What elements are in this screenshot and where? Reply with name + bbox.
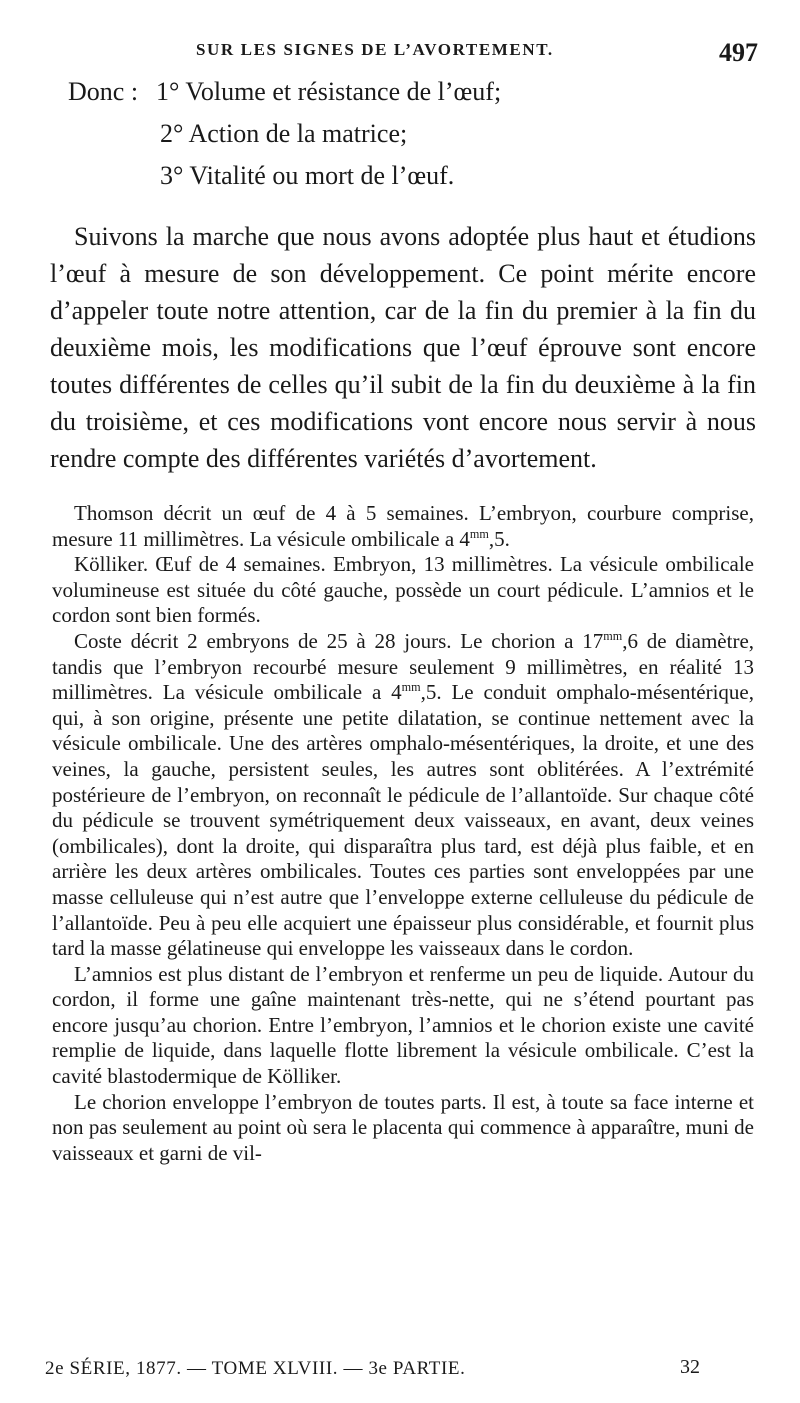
thomson-unit: mm <box>469 526 489 541</box>
thomson-text-1: Thomson décrit un œuf de 4 à 5 semaines. L’embryon, courbure comprise, mesure 11 millimètres. La vésicule ombilicale a 4 <box>52 501 754 551</box>
page-number: 497 <box>719 38 758 67</box>
kolliker-paragraph: Kölliker. Œuf de 4 semaines. Embryon, 13 millimètres. La vésicule ombilicale volumineuse est située du côté gauche, possède un court pédicule. L’amnios et le cordon sont bien formés. <box>52 552 754 628</box>
coste-text-3: ,5. Le conduit omphalo-mésentérique, qui, à son origine, présente une petite dilatation, se continue nettement avec la vésicule ombilicale. Une des artères omphalo-mésentériques, la droite, et une des veines, la gauche, persistent seules, les autres sont oblitérées. A l’extrémité postérieure de l’embryon, on reconnaît le pédicule de l’allantoïde. Sur chaque côté du pédicule se trouvent symétriquement deux vaisseaux, en avant, deux veines (ombilicales), dont la droite, qui disparaîtra plus tard, est déjà plus faible, et en arrière les deux artères ombilicales. Toutes ces parties sont enveloppées par une masse celluleuse qui n’est autre que l’enveloppe externe celluleuse du pédicule de l’allantoïde. Peu à peu elle acquiert une épaisseur plus considérable, et fournit plus tard la masse gélatineuse qui enveloppe les vaisseaux dans le cordon. <box>52 680 754 961</box>
chorion-paragraph: Le chorion enveloppe l’embryon de toutes parts. Il est, à toute sa face interne et non pas seulement au point où sera le placenta qui commence à apparaître, muni de vaisseaux et garni de vil- <box>52 1089 754 1165</box>
coste-unit-2: mm <box>401 680 421 695</box>
amnios-paragraph: L’amnios est plus distant de l’embryon et renferme un peu de liquide. Autour du cordon, il forme une gaîne maintenant très-nette, qui ne s’étend pourtant pas encore jusqu’au chorion. Entre l’embryon, l’amnios et le chorion existe une cavité remplie de liquide, dans laquelle flotte librement la vésicule ombilicale. C’est la cavité blastodermique de Kölliker. <box>52 961 754 1089</box>
running-head <box>48 34 758 70</box>
donc-item-1: 1° Volume et résistance de l’œuf; <box>156 77 502 106</box>
thomson-text-2: ,5. <box>488 526 510 551</box>
signature-mark: 32 <box>680 1356 700 1378</box>
running-title: SUR LES SIGNES DE L’AVORTEMENT. <box>196 40 554 59</box>
coste-text-1: Coste décrit 2 embryons de 25 à 28 jours. Le chorion a 17 <box>74 628 604 653</box>
intro-paragraph: Suivons la marche que nous avons adoptée plus haut et étudions l’œuf à mesure de son développement. Ce point mérite encore d’appeler toute notre attention, car de la fin du premier à la fin du deuxième mois, les modifications que l’œuf éprouve sont encore toutes différentes de celles qu’il subit de la fin du deuxième à la fin du troisième, et ces modifications vont encore nous servir à nous rendre compte des différentes variétés d’avortement. <box>50 222 756 473</box>
coste-paragraph <box>48 629 758 962</box>
coste-unit-1: mm <box>603 628 623 643</box>
coste-text-2: ,6 de diamètre, tandis que l’embryon recourbé mesure seulement 9 millimètres, en réalité 13 millimètres. La vésicule ombilicale a 4 <box>52 628 755 705</box>
series-line: 2e SÉRIE, 1877. — TOME XLVIII. — 3e PARTIE. <box>45 1358 466 1379</box>
thomson-paragraph <box>48 501 758 552</box>
footer <box>45 1358 700 1388</box>
donc-list <box>48 70 758 204</box>
donc-label: Donc : <box>68 77 139 106</box>
page <box>48 34 758 1166</box>
donc-item-3: 3° Vitalité ou mort de l’œuf. <box>160 161 455 190</box>
donc-item-2: 2° Action de la matrice; <box>160 119 408 148</box>
